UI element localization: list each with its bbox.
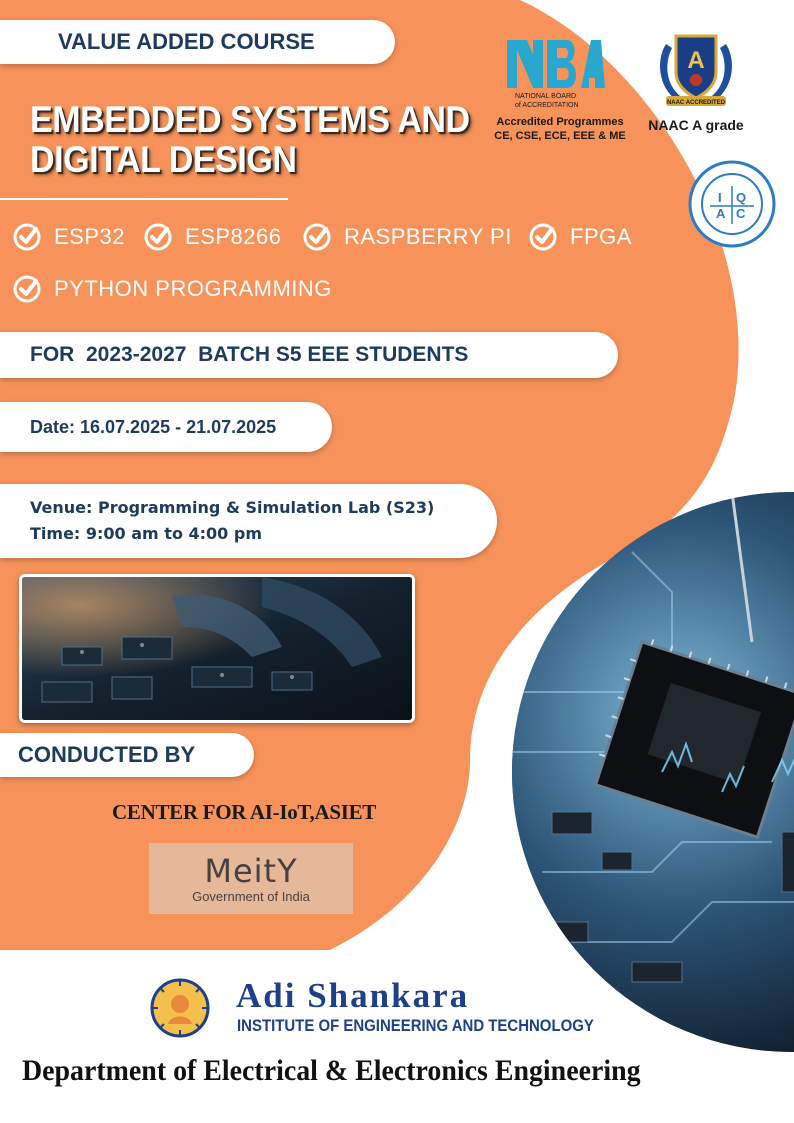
- course-title: [30, 100, 470, 180]
- time-text: Time: 9:00 am to 4:00 pm: [30, 524, 262, 543]
- svg-text:NAAC ACCREDITED: NAAC ACCREDITED: [666, 100, 726, 106]
- naac-caption: NAAC A grade: [648, 117, 744, 133]
- date-text: Date: 16.07.2025 - 21.07.2025: [30, 416, 277, 437]
- topic-label: ESP8266: [185, 224, 282, 249]
- check-circle-icon: [12, 274, 42, 304]
- meity-logo: [149, 843, 353, 914]
- svg-text:A: A: [687, 47, 705, 74]
- check-circle-icon: [143, 222, 173, 252]
- department-name: Department of Electrical & Electronics Engineering: [22, 1054, 641, 1087]
- topic-label: RASPBERRY PI: [344, 224, 512, 249]
- title-divider: [0, 198, 288, 200]
- svg-text:Q: Q: [736, 190, 747, 205]
- nba-caption: [490, 115, 630, 143]
- check-circle-icon: [12, 222, 42, 252]
- batch-text: FOR 2023-2027 BATCH S5 EEE STUDENTS: [30, 343, 469, 366]
- nba-caption-line2: CE, CSE, ECE, EEE & ME: [494, 130, 626, 142]
- check-circle-icon: [302, 222, 332, 252]
- venue-text: Venue: Programming & Simulation Lab (S23): [30, 498, 435, 517]
- topic-item-raspberry-pi: [302, 222, 512, 252]
- date-banner: [0, 402, 332, 452]
- institute-emblem: [150, 978, 210, 1038]
- svg-text:C: C: [736, 206, 746, 221]
- batch-banner: [0, 332, 618, 378]
- topic-label: ESP32: [54, 224, 125, 249]
- course-title-line2: DIGITAL DESIGN: [30, 139, 297, 180]
- center-name: CENTER FOR AI-IoT,ASIET: [112, 800, 377, 824]
- meity-word: MeitY: [204, 851, 298, 890]
- check-circle-icon: [528, 222, 558, 252]
- course-type-text: VALUE ADDED COURSE: [58, 29, 315, 54]
- venue-time-banner: [0, 484, 497, 558]
- course-title-line1: EMBEDDED SYSTEMS AND: [30, 99, 470, 140]
- institute-name: Adi Shankara: [236, 976, 470, 1015]
- topic-label: PYTHON PROGRAMMING: [54, 276, 332, 301]
- course-type-banner: [0, 20, 395, 64]
- nba-caption-line1: Accredited Programmes: [496, 116, 624, 128]
- conducted-by-banner: [0, 733, 254, 777]
- topic-item-esp8266: [143, 222, 281, 252]
- iqac-logo: [688, 160, 776, 248]
- meity-government: Government of India: [192, 888, 310, 904]
- svg-text:NATIONAL BOARD: NATIONAL BOARD: [515, 93, 577, 100]
- svg-text:I: I: [718, 190, 722, 205]
- svg-text:of ACCREDITATION: of ACCREDITATION: [515, 102, 579, 109]
- conducted-by-text: CONDUCTED BY: [18, 742, 196, 767]
- topic-item-esp32: [12, 222, 125, 252]
- naac-logo: [652, 26, 740, 114]
- electronics-lab-photo: [19, 574, 415, 723]
- topic-item-python: [12, 274, 332, 304]
- nba-logo: [505, 38, 605, 112]
- svg-text:A: A: [716, 206, 726, 221]
- institute-subtitle: INSTITUTE OF ENGINEERING AND TECHNOLOGY: [237, 1016, 594, 1035]
- topic-item-fpga: [528, 222, 632, 252]
- topic-label: FPGA: [570, 224, 632, 249]
